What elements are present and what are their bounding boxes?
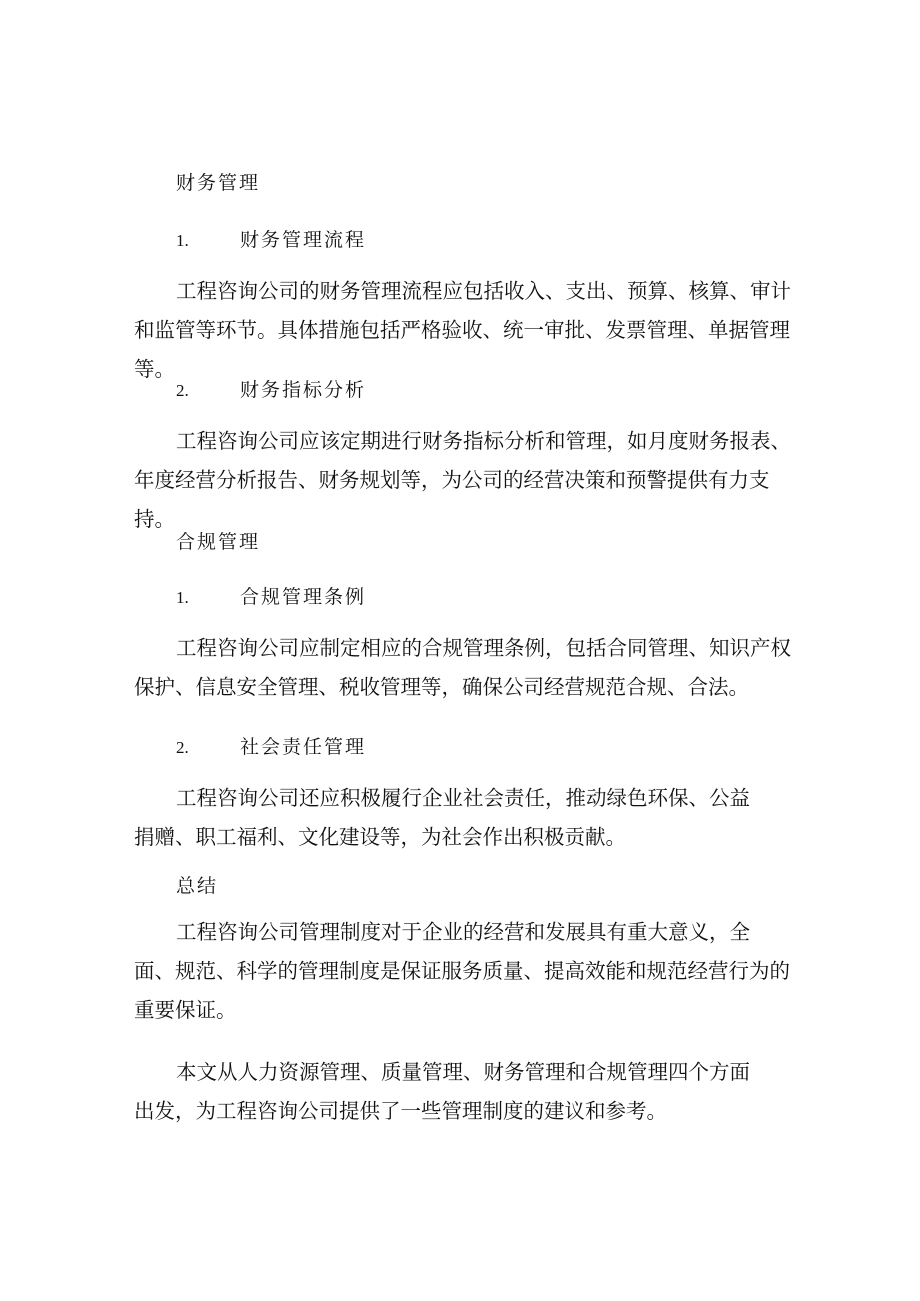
item-title: 社会责任管理 — [240, 736, 367, 758]
section-heading-compliance: 合规管理 — [176, 531, 261, 553]
section-heading-summary: 总结 — [176, 875, 219, 897]
numbered-heading-finance-1 — [176, 225, 366, 252]
section-heading-finance: 财务管理 — [176, 172, 261, 194]
paragraph-summary-1: 工程咨询公司管理制度对于企业的经营和发展具有重大意义，全面、规范、科学的管理制度是保证服务质量、提高效能和规范经营行为的重要保证。 — [134, 920, 790, 1022]
item-number: 2. — [176, 381, 189, 400]
paragraph-social-responsibility: 工程咨询公司还应积极履行企业社会责任，推动绿色环保、公益捐赠、职工福利、文化建设等，为社会作出积极贡献。 — [134, 786, 750, 849]
paragraph-summary-2: 本文从人力资源管理、质量管理、财务管理和合规管理四个方面出发，为工程咨询公司提供了一些管理制度的建议和参考。 — [134, 1060, 750, 1123]
numbered-heading-compliance-2 — [176, 732, 366, 759]
item-title: 财务指标分析 — [240, 379, 367, 401]
item-number: 2. — [176, 738, 189, 757]
numbered-heading-compliance-1 — [176, 582, 366, 609]
item-title: 合规管理条例 — [240, 586, 367, 608]
paragraph-compliance-rules: 工程咨询公司应制定相应的合规管理条例，包括合同管理、知识产权保护、信息安全管理、税收管理等，确保公司经营规范合规、合法。 — [134, 636, 791, 699]
item-number: 1. — [176, 588, 189, 607]
item-number: 1. — [176, 231, 189, 250]
item-title: 财务管理流程 — [240, 229, 367, 251]
numbered-heading-finance-2 — [176, 375, 366, 402]
paragraph-finance-indicators: 工程咨询公司应该定期进行财务指标分析和管理，如月度财务报表、年度经营分析报告、财务规划等，为公司的经营决策和预警提供有力支持。 — [134, 429, 791, 531]
paragraph-finance-process: 工程咨询公司的财务管理流程应包括收入、支出、预算、核算、审计和监管等环节。具体措施包括严格验收、统一审批、发票管理、单据管理等。 — [134, 279, 791, 381]
